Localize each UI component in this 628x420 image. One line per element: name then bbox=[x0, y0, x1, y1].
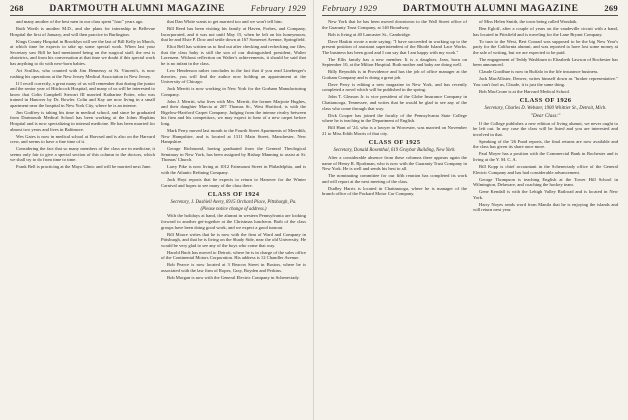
paragraph: Harry Noyes sends word from Manila that he is enjoying the islands and will return next year. bbox=[473, 201, 618, 213]
class-secretary-1925: Secretary, Donald Rosenthal, 619 Graybar Building, New York. bbox=[333, 148, 456, 154]
magazine-title-left: DARTMOUTH ALUMNI MAGAZINE bbox=[49, 4, 226, 14]
paragraph: Kings County Hospital in Brooklyn will see the last of Bill Kelly in March, at which time he expects to take up some special work. When last your Secretary saw Bill he had mentioned being on the surgical staff; the rest is obstetrics, and from his conversation at that time we doubt if this special work has anything to do with new-born babies. bbox=[10, 38, 155, 66]
paragraph: Gene Kendall is with the Lehigh Valley Railroad and is located in New York. bbox=[473, 189, 618, 200]
right-columns bbox=[322, 19, 618, 214]
paragraph: If I recall correctly, a great many of us will remember that during the junior and the senior year of Hitchcock Hospital, and many of us will be interested to know that Colin Campbell Stewart III married Katharine Potter, who was trained in Hanover by Dr. Bowler. Colin and Kay are now living in a small apartment near the hospital in New York City, where he is an interne. bbox=[10, 80, 155, 108]
paragraph: Bob Morgan is now with the General Electric Company in Schenectady. bbox=[167, 274, 300, 280]
paragraph: Bill Moore writes that he is now with the firm of Ward and Company in Pittsburgh, and that he is living on the Shady Side, near the old University. He would be very glad to see any of the boys who come that way. bbox=[161, 231, 306, 248]
paragraph: With the holidays at hand, the alumni in western Pennsylvania are looking forward to another get-together at the Christmas luncheon. Both of the class groups have been doing good work, and we expect a good turnout. bbox=[161, 213, 306, 230]
paragraph: Bob is living at 40 Lancaster St., Cambridge. bbox=[328, 31, 411, 37]
left-column-1 bbox=[10, 19, 155, 282]
paragraph: Bill Kopp is chief accountant in the Schenectady office of the General Electric Company and has had considerable advancement. bbox=[473, 163, 618, 175]
paragraph: Lew Henderson rather concludes in the fact that if you read Lineberger's theories, you will find the author now holding an appointment at the University of Chicago. bbox=[161, 67, 306, 85]
paragraph: Larry Pike is now living at 1012 Fairmount Street in Philadelphia, and is with the Atlantic Refining Company. bbox=[161, 164, 306, 175]
right-running-head bbox=[322, 3, 618, 16]
paragraph: Dudley Harris is located in Chattanooga, where he is manager of the branch office of the Packard Motor Car Company. bbox=[322, 185, 467, 197]
paragraph: New York that he has been moved downtown to the Wall Street office of the Guaranty Trust Company, at 140 Broadway. bbox=[322, 19, 467, 30]
right-column-1 bbox=[322, 19, 467, 214]
paragraph: Ruth Worth is another M.D., and she plans for internship in Bellevue Hospital the first of January, and will then practice in Burlington. bbox=[10, 25, 155, 37]
letter-salutation: "Dear Class:" bbox=[530, 113, 561, 120]
page-number-left: 268 bbox=[10, 3, 24, 13]
paragraph: Ben Egloff, after a couple of years on the vaudeville circuit with a band, has located in Pittsfield and is traveling for the Lane Bryant Company. bbox=[473, 25, 618, 37]
paragraph: After a considerable absence from these columns there appears again the name of Henry R. Bjorkman, who is now with the Guaranty Trust Company in New York. He is well and sends his best to all. bbox=[322, 155, 467, 172]
paragraph: Frank Bell is practicing at the Mayo Clinic and will be married next June. bbox=[16, 164, 152, 170]
paragraph: John J. Merritt, who lives with Mrs. Merritt, the former Marjorie Hughes, and their daughter Marcia at 207 Thomas St., West Hartford, is with the Bigelow-Hartford Carpet Company. Judging from the intense rivalry between his firm and his competitors, we may expect to hear of a new carpet before long. bbox=[161, 98, 306, 127]
class-heading-1926: CLASS OF 1926 bbox=[519, 97, 572, 105]
paragraph: Harold Buck has moved to Detroit, where he is in charge of the sales office of the Continental Motors Corporation. His address is 12 Chandler Avenue. bbox=[161, 249, 306, 261]
magazine-title-right: DARTMOUTH ALUMNI MAGAZINE bbox=[402, 4, 579, 14]
paragraph: Bill Hunt of '24, who is a lawyer in Worcester, was married on November 21 to Miss Edith Morris of that city. bbox=[322, 125, 467, 136]
paragraph: Dick Cooper has joined the faculty of the Pennsylvania State College where he is teaching in the Department of English. bbox=[322, 112, 467, 124]
paragraph: Bob MacCrone is at the Harvard Medical School. bbox=[479, 88, 571, 94]
page-gutter bbox=[313, 0, 314, 420]
paragraph: John T. Gleason Jr. is vice president of the Globe Insurance Company in Chattanooga, Tennessee, and writes that he would be glad to see any of the class who come through that way. bbox=[322, 94, 467, 111]
paragraph: The nominating committee for our fifth reunion has completed its work and will report at the next meeting of the class. bbox=[322, 173, 467, 184]
paragraph: Jack Hoyt reports that he expects to return to Hanover for the Winter Carnival and hopes to see many of the class there. bbox=[161, 176, 306, 188]
paragraph: Paul Moyer has a position with the Commercial Bank in Rochester and is living at the Y. M. C. A. bbox=[473, 151, 618, 162]
class-secretary-1926: Secretary, Charles D. Webster, 1900 Whittier St., Detroit, Mich. bbox=[484, 106, 607, 112]
paragraph: The Ellis family has a new member. It is a daughter, Jean, born on September 10, at the Milton Hospital. Both mother and baby are doing well. bbox=[322, 56, 467, 68]
address-note-1924: (Please notice change of address.) bbox=[200, 206, 267, 212]
right-page bbox=[318, 0, 622, 420]
class-heading-1925: CLASS OF 1925 bbox=[368, 139, 421, 147]
paragraph: Billy Reynolds is in Providence and has the job of office manager at the Gorham Company and is doing a great job. bbox=[322, 69, 467, 80]
paragraph: Speaking of the '26 Fund reports, the final returns are now available and the class has given its share once more. bbox=[473, 138, 618, 150]
paragraph: of Miss Helen Smith, the town being called Wondaik. bbox=[479, 19, 578, 24]
paragraph: Bob Pearce is now located at 3 Beacon Street in Boston, where he is associated with the law firm of Ropes, Gray, Boyden and Perkins. bbox=[161, 262, 306, 273]
page-number-right: 269 bbox=[604, 3, 618, 13]
paragraph: and many another of the best men in our class spent "four" years ago. bbox=[16, 19, 144, 24]
paragraph: Dave Haskin wrote a note saying: "I have succeeded in working up to the present position of assistant superintendent of the Rhode Island Lace Works. The business has been good and I can say that I am happy with my work." bbox=[322, 38, 467, 55]
right-column-2 bbox=[473, 19, 618, 214]
paragraph: Jack MacAllister, Denver, writes himself down as "broker representative." You can't fool us, Claude, it is just the same thing. bbox=[473, 76, 618, 87]
paragraph: Jack Merritt is now working in New York for the Gorham Manufacturing Company. bbox=[161, 86, 306, 97]
paragraph: To turn to the West, Bert Conrad was supposed to be the big New Year's party for the California alumni, and was reported to have lost some money at the sale of writing, but we are expected to be paid. bbox=[473, 38, 618, 55]
paragraph: that Dan White wants to get married too and we won't tell him. bbox=[167, 19, 283, 24]
class-secretary-1924: Secretary, J. Dashiell Avery, 6915 Orchard Place, Pittsburgh, Pa. bbox=[170, 200, 297, 206]
left-columns bbox=[10, 19, 306, 282]
left-page bbox=[6, 0, 310, 420]
paragraph: Mark Perry moved last month to the Fourth Street Apartments of Meredith, New Hampshire, and is located at 1311 Main Street, Manchester, New Hampshire. bbox=[161, 128, 306, 145]
paragraph: Wes Gates is now in medical school at Harvard and is also on the Harvard crew, and seems to have a fine time of it. bbox=[10, 133, 155, 145]
paragraph: The engagement of Teddy Washburn to Elizabeth Lawson of Rochester has been announced. bbox=[473, 56, 618, 68]
paragraph: George Richmond, having graduated from the General Theological Seminary in New York, has been assigned by Bishop Manning to assist at St. Thomas' Church. bbox=[161, 146, 306, 163]
paragraph: Claude Goodhue is now in Buffalo in the life insurance business. bbox=[479, 69, 599, 75]
paragraph: Eliot Bell has written us to find out after checking and rechecking our files, that the class baby is still the son of our distinguished president, Walter Lorenzen. Without reflection on Walter's achievements, it should be said that he is no infant in the class. bbox=[161, 44, 306, 66]
paragraph: Considering the fact that so many members of the class are in medicine, it seems only fair to give a special section of this column to the doctors, which we shall try to do from time to time. bbox=[10, 146, 155, 163]
issue-date-right: February 1929 bbox=[322, 3, 378, 13]
paragraph: Art Sculliss, who counted with Jim Hennessy at St. Vincent's, is now rushing his operations at the New Jersey Medical Association in New Jersey. bbox=[10, 67, 155, 79]
class-heading-1924: CLASS OF 1924 bbox=[207, 191, 260, 199]
paragraph: Bill Reed has been visiting his family at Haven, Forbes, and Company, Incorporated, and it was not until May 15, when he left on his honeymoon, that he and Elsie P. Dow and settle down at 167 Somerset Avenue, Springfield. bbox=[161, 25, 306, 43]
issue-date-left: February 1929 bbox=[250, 3, 306, 13]
left-running-head bbox=[10, 3, 306, 16]
paragraph: If the College publishes a new edition of living alumni, we never ought to be left out. In any case the class will be listed and you are interested and involved in that. bbox=[473, 120, 618, 137]
paragraph: Jim Godfrey is taking his time in medical school, and since he graduated from Dartmouth Medical School has been working at the Johns Hopkins Hospital and is now specializing in internal medicine. He has been married for almost two years and lives in Baltimore. bbox=[10, 109, 155, 132]
paragraph: Dave Perry is editing a new magazine in New York, and has recently completed a novel which will be published in the spring. bbox=[322, 81, 467, 93]
left-column-2 bbox=[161, 19, 306, 282]
paragraph: George Thompson is teaching English at the Tower Hill School in Wilmington, Delaware, and coaching the hockey team. bbox=[473, 176, 618, 188]
